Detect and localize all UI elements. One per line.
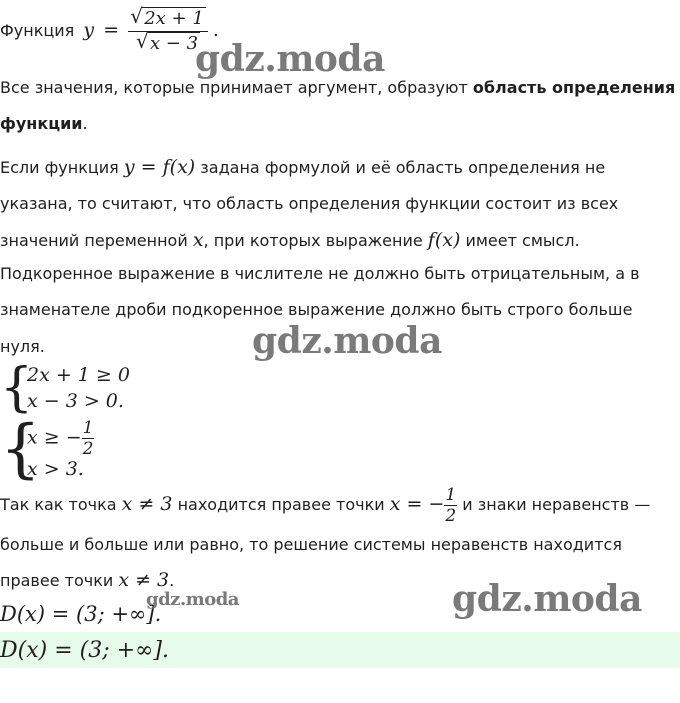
math-inline: x ≠ 3 <box>118 569 170 591</box>
rule-line5: знаменателе дроби подкоренное выражение должно быть строго больше <box>0 300 633 319</box>
answer-formula: D(x) = (3; +∞]. <box>0 638 169 663</box>
function-variable: y <box>83 19 95 41</box>
math-inline: x <box>192 229 204 251</box>
system-brace-icon: { <box>0 358 34 418</box>
domain-definition-line2: функции. <box>0 114 88 133</box>
term-bold-continued: функции <box>0 114 83 133</box>
math-inline: x ≠ 3 <box>121 493 173 515</box>
rule-line1: Если функция y = f(x) задана формулой и её область определения не <box>0 156 606 178</box>
fraction-half: $\frac{1}{2}$ <box>445 485 457 526</box>
conclusion-line3: правее точки x ≠ 3. <box>0 569 175 591</box>
math-inline: f(x) <box>427 229 461 251</box>
intro-prefix: Функция <box>0 21 75 40</box>
rule-line6: нуля. <box>0 337 45 356</box>
conclusion-line2: больше и больше или равно, то решение системы неравенств находится <box>0 535 622 554</box>
system-brace-icon: { <box>0 412 41 486</box>
system2-row2: x > 3. <box>27 458 84 480</box>
term-bold: область определения <box>472 78 676 97</box>
result-formula: D(x) = (3; +∞]. <box>0 602 162 626</box>
denominator-root <box>135 29 200 55</box>
equals-sign: = <box>103 19 120 41</box>
system1-row1: 2x + 1 ≥ 0 <box>27 364 130 386</box>
watermark: gdz.moda <box>195 38 385 80</box>
denominator: x − 3 <box>149 33 199 54</box>
system2-row1: x ≥ − $\frac{1}{2}$ <box>27 418 94 459</box>
answer-box <box>0 632 680 668</box>
numerator-root <box>130 4 206 30</box>
fraction-half: $\frac{1}{2}$ <box>82 418 94 459</box>
radical-icon: √ <box>130 4 143 28</box>
rule-line2: указана, то считают, что область определения функции состоит из всех <box>0 194 619 213</box>
intro-period: . <box>212 19 219 41</box>
math-inline: y = f(x) <box>123 156 196 178</box>
function-definition <box>0 4 219 55</box>
system1-row2: x − 3 > 0. <box>27 390 124 412</box>
rule-line4: Подкоренное выражение в числителе не должно быть отрицательным, а в <box>0 264 640 283</box>
watermark: gdz.moda <box>146 589 239 610</box>
watermark: gdz.moda <box>252 320 442 362</box>
math-inline: x = − <box>389 493 445 515</box>
numerator: 2x + 1 <box>144 8 204 29</box>
conclusion-line1: Так как точка x ≠ 3 находится правее точки x = − $\frac{1}{2}$ и знаки неравенств — <box>0 485 651 526</box>
rule-line3: значений переменной x, при которых выражение f(x) имеет смысл. <box>0 229 580 251</box>
radical-icon: √ <box>135 29 149 53</box>
watermark: gdz.moda <box>452 578 642 620</box>
domain-definition-line1: Все значения, которые принимает аргумент, образуют область определения <box>0 78 676 97</box>
